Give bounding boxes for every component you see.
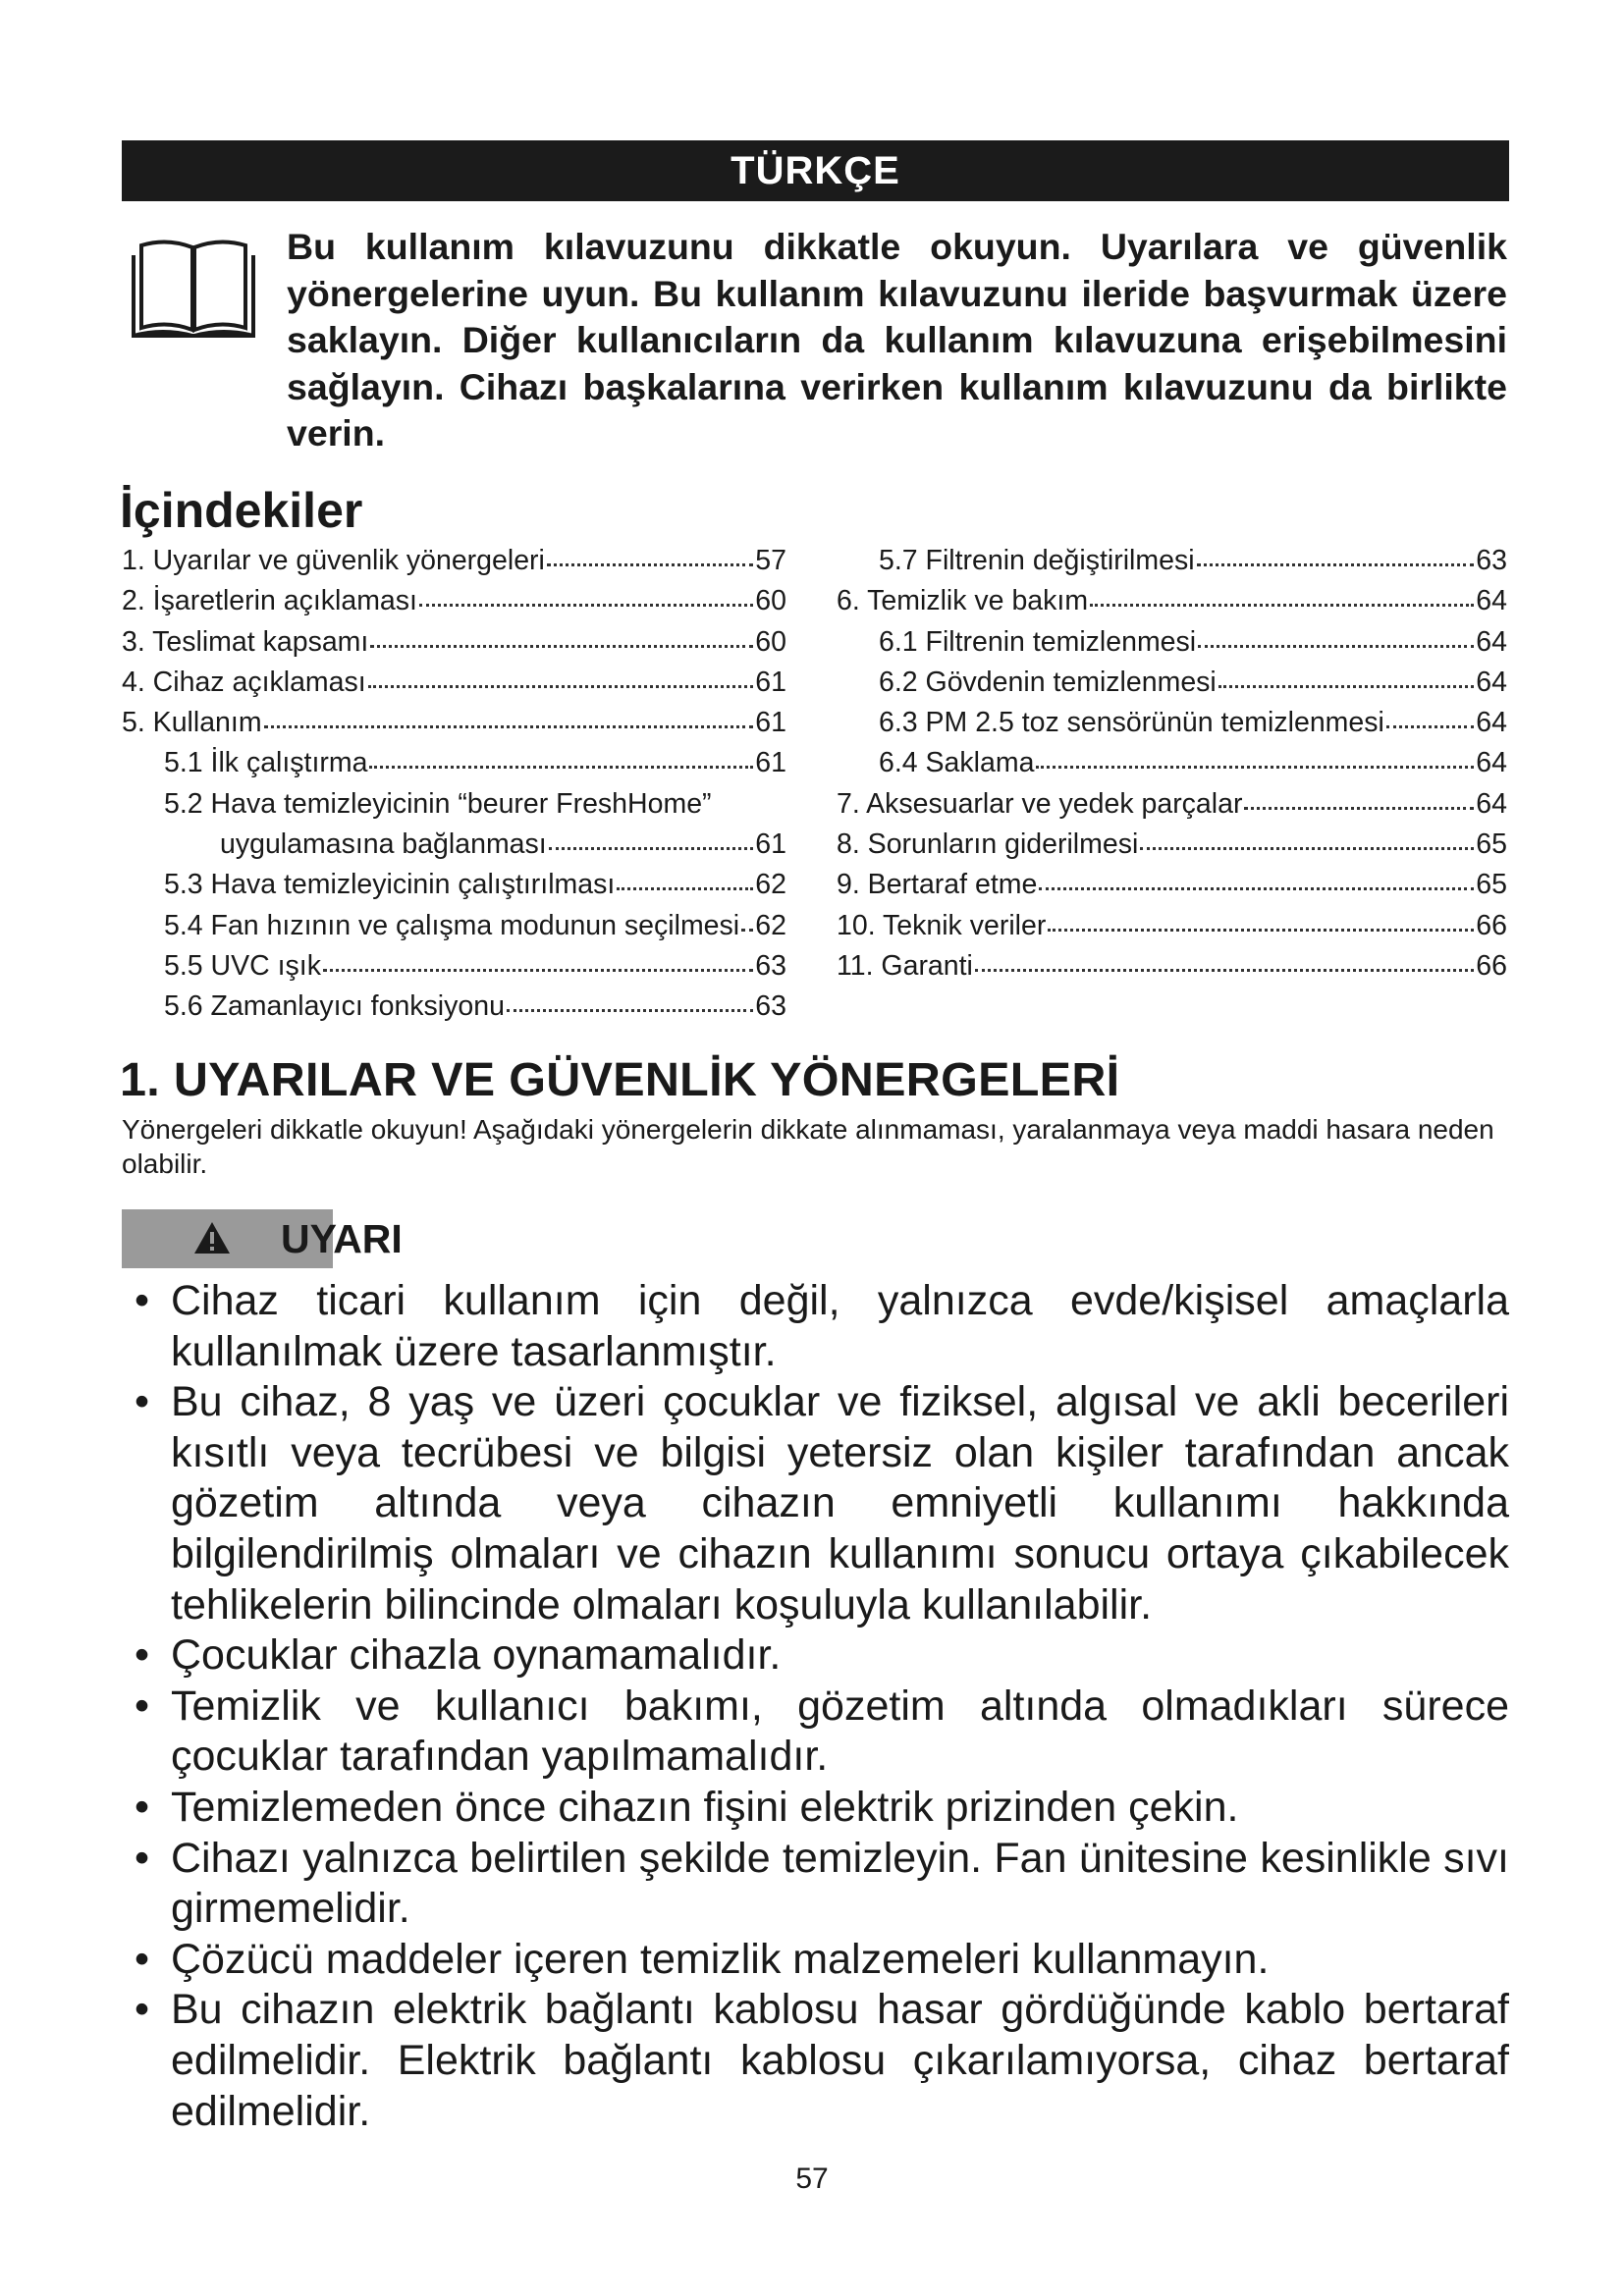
toc-title: İçindekiler xyxy=(120,483,363,538)
bullet: • xyxy=(135,1631,150,1680)
warning-triangle-icon xyxy=(192,1220,232,1255)
toc-entry[interactable]: 6.3 PM 2.5 toz sensörünün temizlenmesi 64 xyxy=(879,707,1507,739)
toc-entry[interactable]: 4. Cihaz açıklaması 61 xyxy=(122,666,786,698)
bullet: • xyxy=(135,1986,150,2034)
toc-entry[interactable]: 6.1 Filtrenin temizlenmesi 64 xyxy=(879,625,1507,658)
toc-entry[interactable]: 5. Kullanım 61 xyxy=(122,707,786,739)
toc-entry[interactable]: 6. Temizlik ve bakım 64 xyxy=(837,585,1507,617)
toc-entry[interactable]: 5.7 Filtrenin değiştirilmesi 63 xyxy=(879,545,1507,576)
toc-left-column xyxy=(122,541,786,1028)
section-heading: 1. UYARILAR VE GÜVENLİK YÖNERGELERİ xyxy=(120,1053,1120,1106)
list-item: • Çözücü maddeler içeren temizlik malzemeleri kullanmayın. xyxy=(135,1935,1509,1986)
list-item: • Temizlik ve kullanıcı bakımı, gözetim altında olmadıkları sürece çocuklar tarafından yapılmamalıdır. xyxy=(135,1682,1509,1781)
language-banner xyxy=(122,140,1509,201)
list-item: • Cihazı yalnızca belirtilen şekilde temizleyin. Fan ünitesine kesinlikle sıvı girmemelidir. xyxy=(135,1834,1509,1933)
toc-entry[interactable]: 5.4 Fan hızının ve çalışma modunun seçilmesi 62 xyxy=(164,909,786,941)
toc-entry[interactable]: 9. Bertaraf etme 65 xyxy=(837,869,1507,901)
toc-entry[interactable]: 5.6 Zamanlayıcı fonksiyonu 63 xyxy=(164,990,786,1023)
list-item: • Cihaz ticari kullanım için değil, yalnızca evde/kişisel amaçlarla kullanılmak üzere tasarlanmıştır. xyxy=(135,1277,1509,1375)
list-item: • Temizlemeden önce cihazın fişini elektrik prizinden çekin. xyxy=(135,1783,1509,1834)
intro-text: Bu kullanım kılavuzunu dikkatle okuyun. Uyarılara ve güvenlik yönergelerine uyun. Bu kullanım kılavuzunu ileride başvurmak üzere saklayın. Diğer kullanıcıların da kullanım kılavuzuna erişebilmesini sağlayın. Cihazı başkalarına verirken kullanım kılavuzunu da birlikte verin. xyxy=(287,226,1507,454)
open-book-icon xyxy=(128,232,259,342)
toc-entry[interactable]: uygulamasına bağlanması 61 xyxy=(220,828,786,861)
language-title: TÜRKÇE xyxy=(731,149,900,192)
toc-entry[interactable]: 5.5 UVC ışık 63 xyxy=(164,949,786,982)
toc-entry[interactable]: 3. Teslimat kapsamı 60 xyxy=(122,625,786,658)
bullet: • xyxy=(135,1277,150,1324)
warning-list xyxy=(135,1276,1509,2137)
toc-entry[interactable]: 5.2 Hava temizleyicinin “beurer FreshHome” xyxy=(164,787,712,820)
toc-entry[interactable]: 10. Teknik veriler 66 xyxy=(837,909,1507,941)
list-item: • Bu cihazın elektrik bağlantı kablosu hasar gördüğünde kablo bertaraf edilmelidir. Elektrik bağlantı kablosu çıkarılamıyorsa, cihaz bertaraf edilmelidir. xyxy=(135,1986,1509,2135)
toc-right-column xyxy=(837,541,1507,987)
bullet: • xyxy=(135,1682,150,1730)
toc-entry[interactable]: 5.1 İlk çalıştırma 61 xyxy=(164,747,786,779)
bullet: • xyxy=(135,1378,150,1426)
toc-entry[interactable]: 1. Uyarılar ve güvenlik yönergeleri 57 xyxy=(122,545,786,576)
list-item: • Çocuklar cihazla oynamamalıdır. xyxy=(135,1630,1509,1682)
warning-label: UYARI xyxy=(281,1216,403,1261)
page-number: 57 xyxy=(795,2163,829,2195)
toc-entry[interactable]: 8. Sorunların giderilmesi 65 xyxy=(837,828,1507,861)
toc-entry[interactable]: 5.3 Hava temizleyicinin çalıştırılması 62 xyxy=(164,869,786,901)
bullet: • xyxy=(135,1783,150,1831)
section-intro: Yönergeleri dikkatle okuyun! Aşağıdaki yönergelerin dikkate alınmaması, yaralanmaya veya maddi hasara neden olabilir. xyxy=(122,1114,1494,1179)
list-item: • Bu cihaz, 8 yaş ve üzeri çocuklar ve fiziksel, algısal ve akli becerileri kısıtlı veya tecrübesi ve bilgisi yetersiz olan kişiler tarafından ancak gözetim altında veya cihazın emniyetli kullanımı hakkında bilgilendirilmiş olmaları ve cihazın kullanımı sonucu ortaya çıkabilecek tehlikelerin bilincinde olmaları koşuluyla kullanılabilir. xyxy=(135,1378,1509,1629)
toc-entry[interactable]: 7. Aksesuarlar ve yedek parçalar 64 xyxy=(837,787,1507,820)
toc-entry[interactable]: 6.2 Gövdenin temizlenmesi 64 xyxy=(879,666,1507,698)
toc-entry[interactable]: 6.4 Saklama 64 xyxy=(879,747,1507,779)
toc-entry[interactable]: 11. Garanti 66 xyxy=(837,949,1507,982)
toc-entry[interactable]: 2. İşaretlerin açıklaması 60 xyxy=(122,585,786,617)
bullet: • xyxy=(135,1834,150,1882)
bullet: • xyxy=(135,1935,150,1983)
